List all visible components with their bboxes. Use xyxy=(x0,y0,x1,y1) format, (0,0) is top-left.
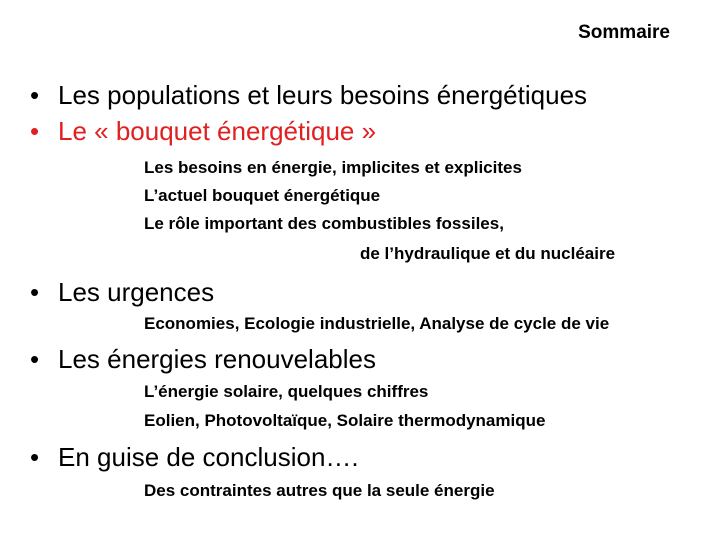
bullet-icon: • xyxy=(30,116,40,146)
section-urgences xyxy=(30,277,214,307)
bullet-icon: • xyxy=(30,80,40,110)
sub-item-continuation: de l’hydraulique et du nucléaire xyxy=(360,244,616,263)
section-populations xyxy=(30,80,587,110)
section-label: Les urgences xyxy=(58,277,215,307)
sub-item: Eolien, Photovoltaïque, Solaire thermodynamique xyxy=(144,411,546,430)
section-bouquet xyxy=(30,116,376,146)
slide-title: Sommaire xyxy=(578,22,670,43)
sub-item: Les besoins en énergie, implicites et explicites xyxy=(144,158,522,177)
bullet-icon: • xyxy=(30,344,40,374)
section-renouvelables xyxy=(30,344,376,374)
sub-item: L’énergie solaire, quelques chiffres xyxy=(144,382,429,401)
sub-item: Des contraintes autres que la seule énergie xyxy=(144,481,495,500)
sub-item: Economies, Ecologie industrielle, Analyse de cycle de vie xyxy=(144,314,610,333)
section-label: En guise de conclusion…. xyxy=(58,442,359,472)
section-label: Les populations et leurs besoins énergétiques xyxy=(58,80,588,110)
sub-item: L’actuel bouquet énergétique xyxy=(144,186,381,205)
bullet-icon: • xyxy=(30,277,40,307)
section-label: Les énergies renouvelables xyxy=(58,344,376,374)
sub-item: Le rôle important des combustibles fossiles, xyxy=(144,214,504,233)
section-label: Le « bouquet énergétique » xyxy=(58,116,377,146)
section-conclusion xyxy=(30,442,359,472)
bullet-icon: • xyxy=(30,442,40,472)
